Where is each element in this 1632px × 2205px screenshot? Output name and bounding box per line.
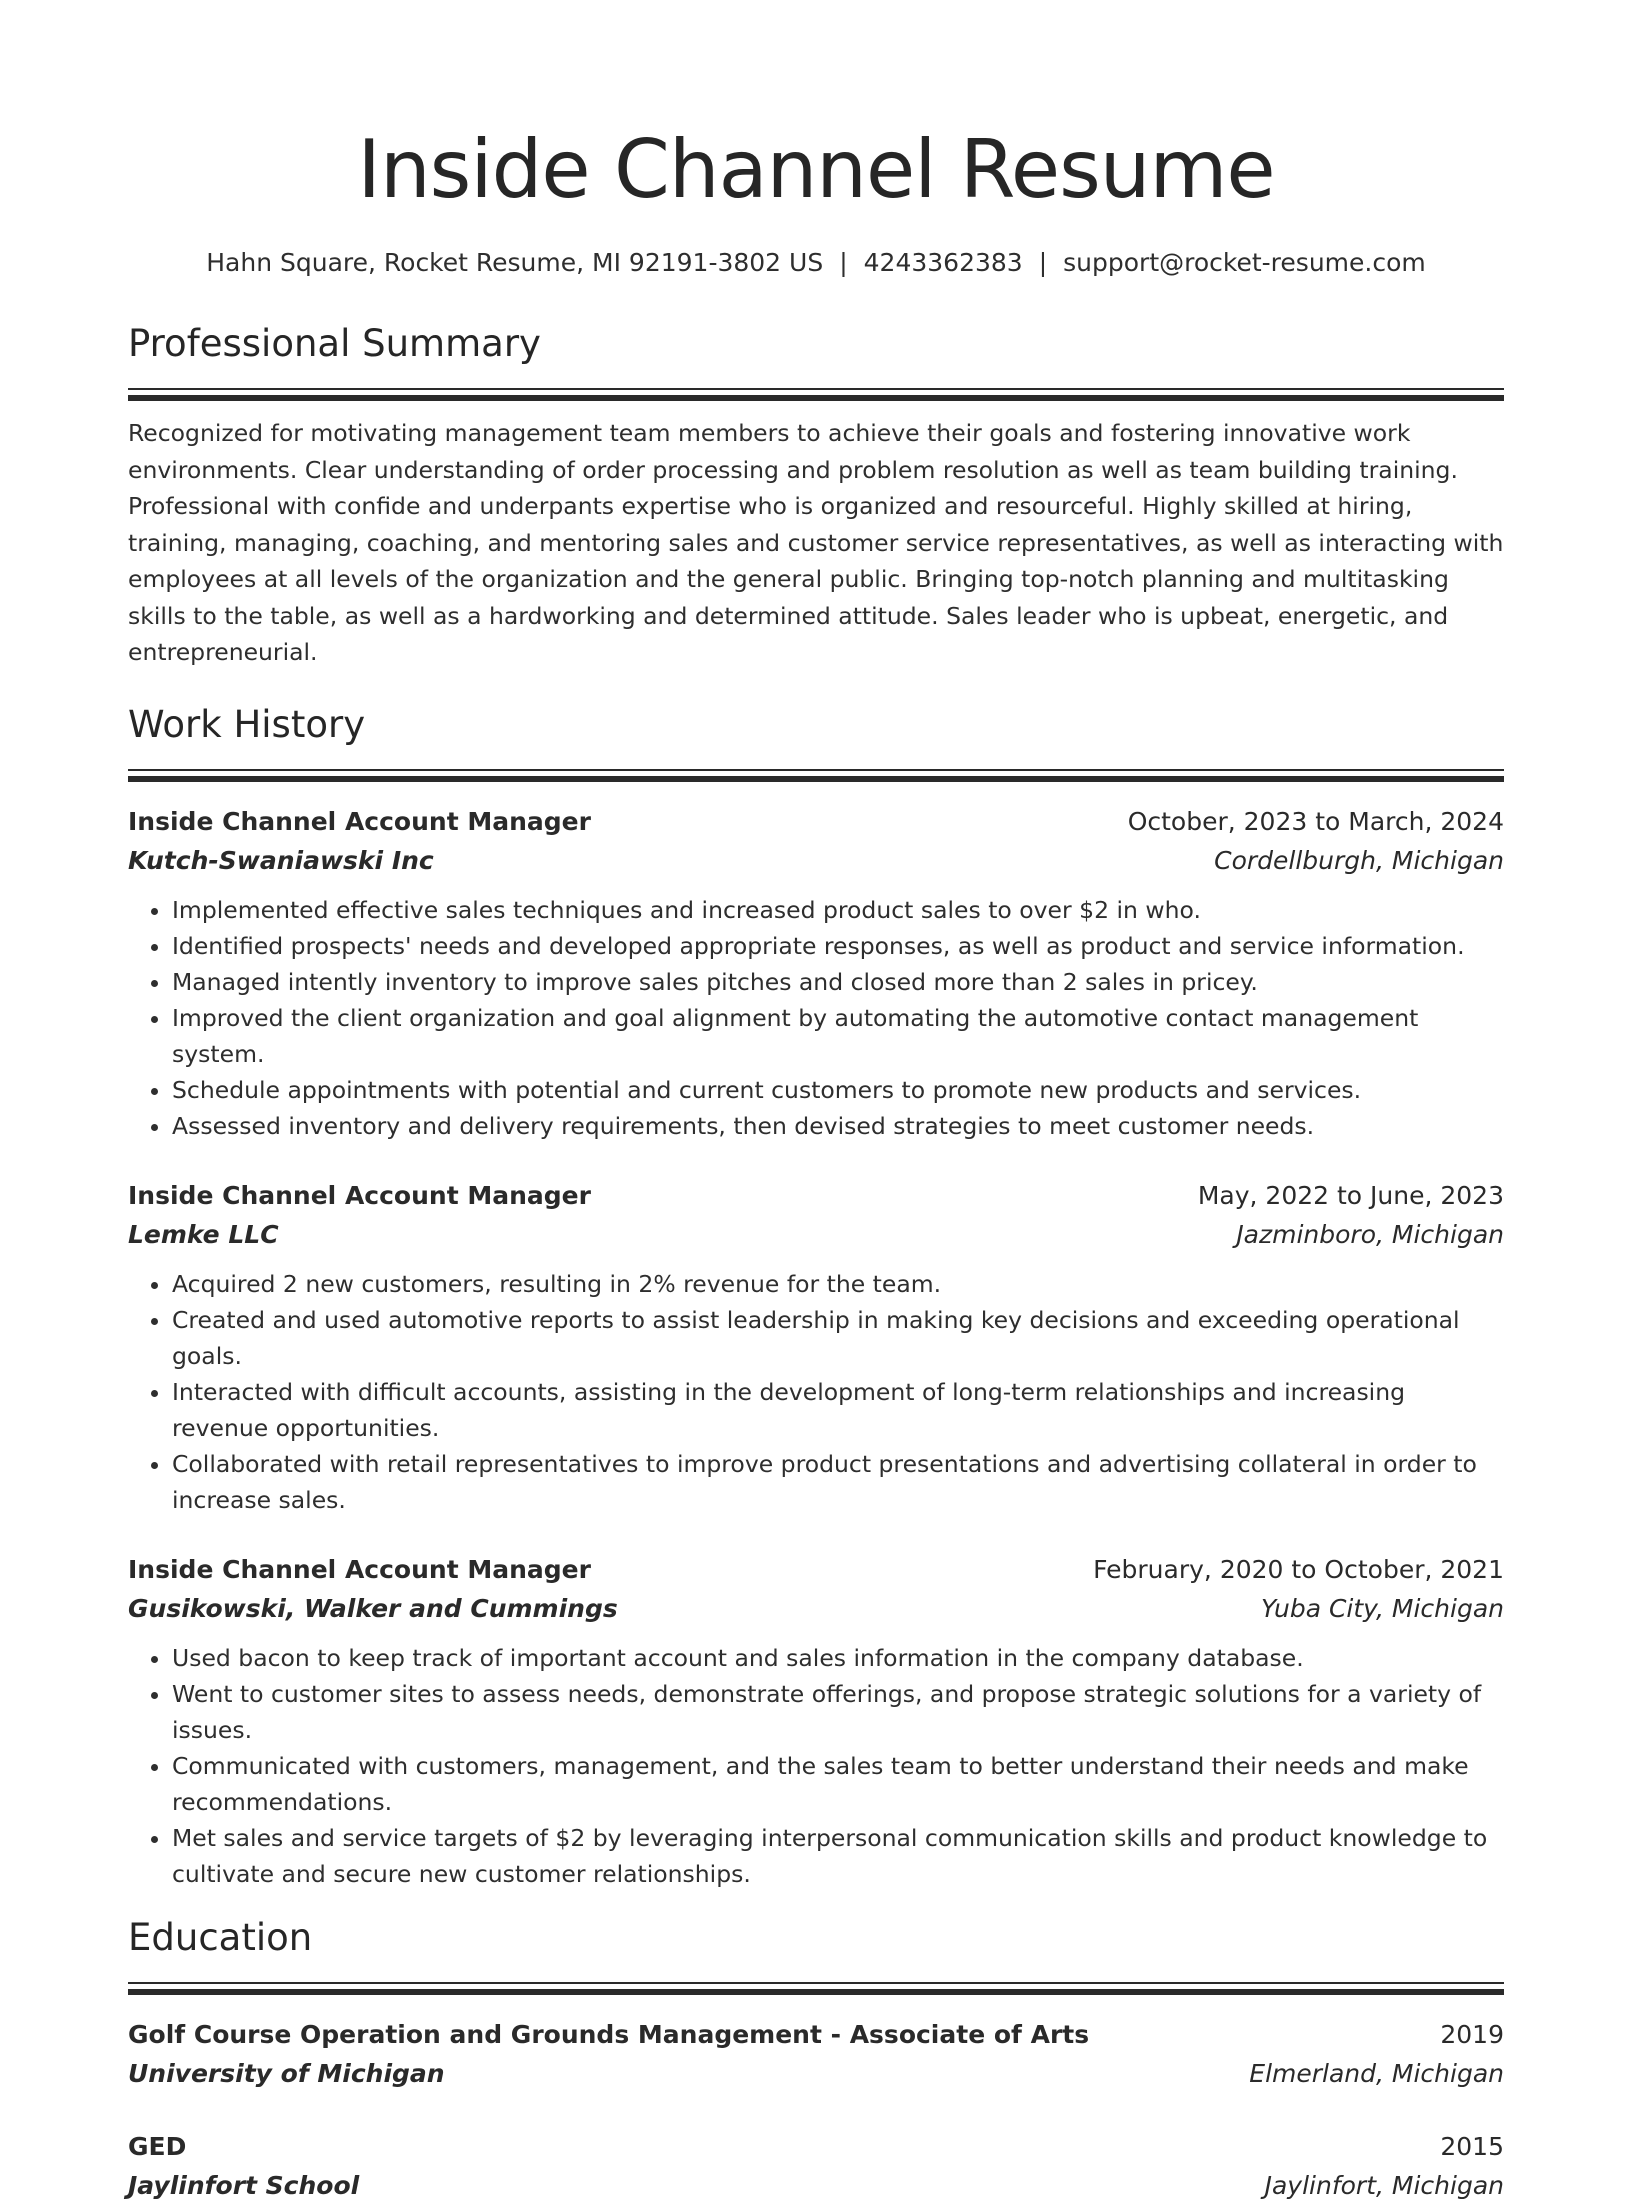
education-year: 2015 xyxy=(1440,2131,1504,2161)
contact-separator: | xyxy=(1038,248,1048,277)
work-history-section xyxy=(128,701,1504,1892)
job-bullets xyxy=(128,1266,1504,1518)
job-bullet: • Communicated with customers, management, and the sales team to better understand their needs and make recommendations. xyxy=(172,1748,1504,1820)
job-bullet: • Managed intently inventory to improve sales pitches and closed more than 2 sales in pricey. xyxy=(172,964,1504,1000)
section-divider xyxy=(128,388,1504,403)
job-title: Inside Channel Account Manager xyxy=(128,1180,591,1210)
job-bullets xyxy=(128,892,1504,1144)
contact-email: support@rocket-resume.com xyxy=(1063,248,1426,277)
education-year: 2019 xyxy=(1440,2019,1504,2049)
job-bullet: • Collaborated with retail representatives to improve product presentations and advertising collateral in order to increase sales. xyxy=(172,1446,1504,1518)
section-title-education: Education xyxy=(128,1915,313,1959)
job-location: Cordellburgh, Michigan xyxy=(1214,845,1504,875)
job-bullet: • Implemented effective sales techniques and increased product sales to over $2 in who. xyxy=(172,892,1504,928)
section-title-summary: Professional Summary xyxy=(128,322,541,365)
section-title-work-history: Work History xyxy=(128,702,366,746)
education-section xyxy=(128,1914,1504,2205)
job-entry xyxy=(128,1550,1504,1892)
contact-phone: 4243362383 xyxy=(863,248,1023,277)
contact-address: Hahn Square, Rocket Resume, MI 92191-3802 US xyxy=(206,248,824,277)
education-degree: Golf Course Operation and Grounds Management - Associate of Arts xyxy=(128,2019,1090,2049)
education-school: Jaylinfort School xyxy=(128,2170,360,2200)
education-entry xyxy=(128,2015,1504,2093)
education-location: Jaylinfort, Michigan xyxy=(1264,2170,1504,2200)
section-divider xyxy=(128,769,1504,784)
job-bullet: • Improved the client organization and goal alignment by automating the automotive contact management system. xyxy=(172,1000,1504,1072)
education-location: Elmerland, Michigan xyxy=(1249,2058,1504,2088)
job-dates: October, 2023 to March, 2024 xyxy=(1127,806,1504,836)
job-bullets xyxy=(128,1640,1504,1892)
job-dates: February, 2020 to October, 2021 xyxy=(1093,1554,1504,1584)
job-company: Lemke LLC xyxy=(128,1219,279,1249)
contact-line xyxy=(128,246,1504,280)
job-company: Gusikowski, Walker and Cummings xyxy=(128,1593,618,1623)
job-title: Inside Channel Account Manager xyxy=(128,806,591,836)
job-location: Jazminboro, Michigan xyxy=(1236,1219,1504,1249)
job-bullet: • Used bacon to keep track of important account and sales information in the company database. xyxy=(172,1640,1504,1676)
education-entry xyxy=(128,2127,1504,2205)
section-divider xyxy=(128,1982,1504,1997)
job-bullet: • Went to customer sites to assess needs, demonstrate offerings, and propose strategic solutions for a variety of issues. xyxy=(172,1676,1504,1748)
education-degree: GED xyxy=(128,2131,187,2161)
job-bullet: • Interacted with difficult accounts, assisting in the development of long-term relationships and increasing revenue opportunities. xyxy=(172,1374,1504,1446)
job-location: Yuba City, Michigan xyxy=(1261,1593,1504,1623)
job-bullet: • Created and used automotive reports to assist leadership in making key decisions and exceeding operational goals. xyxy=(172,1302,1504,1374)
job-dates: May, 2022 to June, 2023 xyxy=(1197,1180,1504,1210)
contact-separator: | xyxy=(839,248,848,277)
job-entry xyxy=(128,1176,1504,1518)
job-bullet: • Acquired 2 new customers, resulting in 2% revenue for the team. xyxy=(172,1266,1504,1302)
resume-name: Inside Channel Resume xyxy=(357,123,1275,216)
summary-section xyxy=(128,320,1504,671)
job-bullet: • Met sales and service targets of $2 by leveraging interpersonal communication skills and product knowledge to cultivate and secure new customer relationships. xyxy=(172,1820,1504,1892)
education-school: University of Michigan xyxy=(128,2058,445,2088)
job-company: Kutch-Swaniawski Inc xyxy=(128,845,434,875)
job-entry xyxy=(128,802,1504,1144)
job-bullet: • Schedule appointments with potential and current customers to promote new products and services. xyxy=(172,1072,1504,1108)
job-bullet: • Identified prospects' needs and developed appropriate responses, as well as product and service information. xyxy=(172,928,1504,964)
resume-page xyxy=(128,0,1504,2205)
job-title: Inside Channel Account Manager xyxy=(128,1554,591,1584)
job-bullet: • Assessed inventory and delivery requirements, then devised strategies to meet customer needs. xyxy=(172,1108,1504,1144)
summary-text: Recognized for motivating management team members to achieve their goals and fostering innovative work environments. Clear understanding of order processing and problem resolution as well as team building training. Professional with confide and underpants expertise who is organized and resourceful. Highly skilled at hiring, training, managing, coaching, and mentoring sales and customer service representatives, as well as interacting with employees at all levels of the organization and the general public. Bringing top-notch planning and multitasking skills to the table, as well as a hardworking and determined attitude. Sales leader who is upbeat, energetic, and entrepreneurial. xyxy=(128,419,1504,666)
